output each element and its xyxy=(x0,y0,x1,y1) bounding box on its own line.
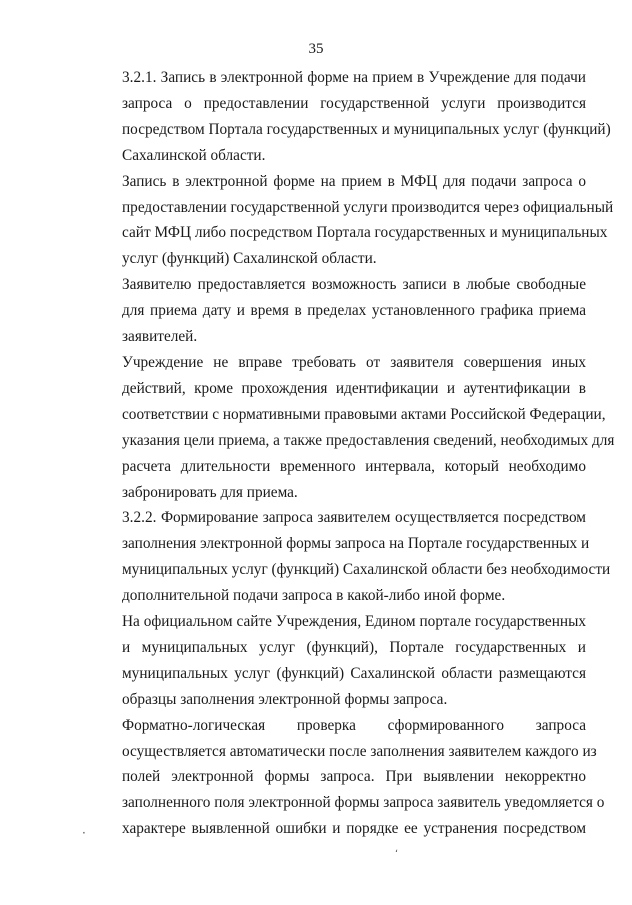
text-line: Заявителю предоставляется возможность записи в любые свободные xyxy=(122,276,586,294)
text-line: для приема дату и время в пределах установленного графика приема xyxy=(122,302,586,320)
paragraph-validation xyxy=(88,713,605,843)
text-line: посредством Портала государственных и муниципальных услуг (функций) xyxy=(122,120,611,138)
text-line: муниципальных услуг (функций) Сахалинской области размещаются xyxy=(122,664,586,682)
paragraph-mfc-booking xyxy=(88,169,614,273)
paragraph-3-2-1 xyxy=(88,65,611,169)
text-line: заполнения электронной формы запроса на Портале государственных и xyxy=(122,535,590,553)
text-line: 3.2.2. Формирование запроса заявителем осуществляется посредством xyxy=(122,509,586,527)
text-line: полей электронной формы запроса. При выявлении некорректно xyxy=(122,768,586,786)
text-line: забронировать для приема. xyxy=(122,483,298,501)
text-line: действий, кроме прохождения идентификации и аутентификации в xyxy=(122,379,586,397)
paragraph-free-slots xyxy=(88,272,586,350)
text-line: заявителей. xyxy=(122,328,198,346)
text-line: соответствии с нормативными правовыми актами Российской Федерации, xyxy=(122,405,606,423)
text-line: услуг (функций) Сахалинской области. xyxy=(122,250,377,268)
text-line: Сахалинской области. xyxy=(122,146,266,164)
text-line: и муниципальных услуг (функций), Портале государственных и xyxy=(122,638,586,656)
page-number: 35 xyxy=(308,41,324,57)
document-body xyxy=(88,65,615,842)
text-line: заполненного поля электронной формы запроса заявитель уведомляется о xyxy=(122,794,605,812)
text-line: 3.2.1. Запись в электронной форме на прием в Учреждение для подачи xyxy=(122,69,586,86)
text-line: Учреждение не вправе требовать от заявителя совершения иных xyxy=(122,353,586,371)
text-line: Запись в электронной форме на прием в МФЦ для подачи запроса о xyxy=(122,172,586,190)
paragraph-sample-forms xyxy=(88,609,586,713)
text-line: образцы заполнения электронной формы запроса. xyxy=(122,690,448,708)
text-line: запроса о предоставлении государственной услуги производится xyxy=(122,94,586,112)
text-line: предоставлении государственной услуги производится через официальный xyxy=(122,198,614,216)
paragraph-restrictions xyxy=(88,350,615,505)
text-line: расчета длительности временного интервала, который необходимо xyxy=(122,457,586,475)
text-line: сайт МФЦ либо посредством Портала государственных и муниципальных xyxy=(122,224,608,242)
text-line: указания цели приема, а также предоставления сведений, необходимых для xyxy=(122,431,615,449)
text-line: муниципальных услуг (функций) Сахалинской области без необходимости xyxy=(122,561,611,579)
scan-dot-mark: · xyxy=(82,826,86,840)
text-line: На официальном сайте Учреждения, Едином портале государственных xyxy=(122,613,586,631)
text-line: осуществляется автоматически после заполнения заявителем каждого из xyxy=(122,742,597,760)
text-line: дополнительной подачи запроса в какой-либо иной форме. xyxy=(122,587,506,605)
scan-tick-mark: ʻ xyxy=(395,849,399,860)
text-line: характере выявленной ошибки и порядке ее устранения посредством xyxy=(122,820,586,838)
text-line: Форматно-логическая проверка сформированного запроса xyxy=(122,716,586,734)
paragraph-3-2-2 xyxy=(88,505,611,609)
